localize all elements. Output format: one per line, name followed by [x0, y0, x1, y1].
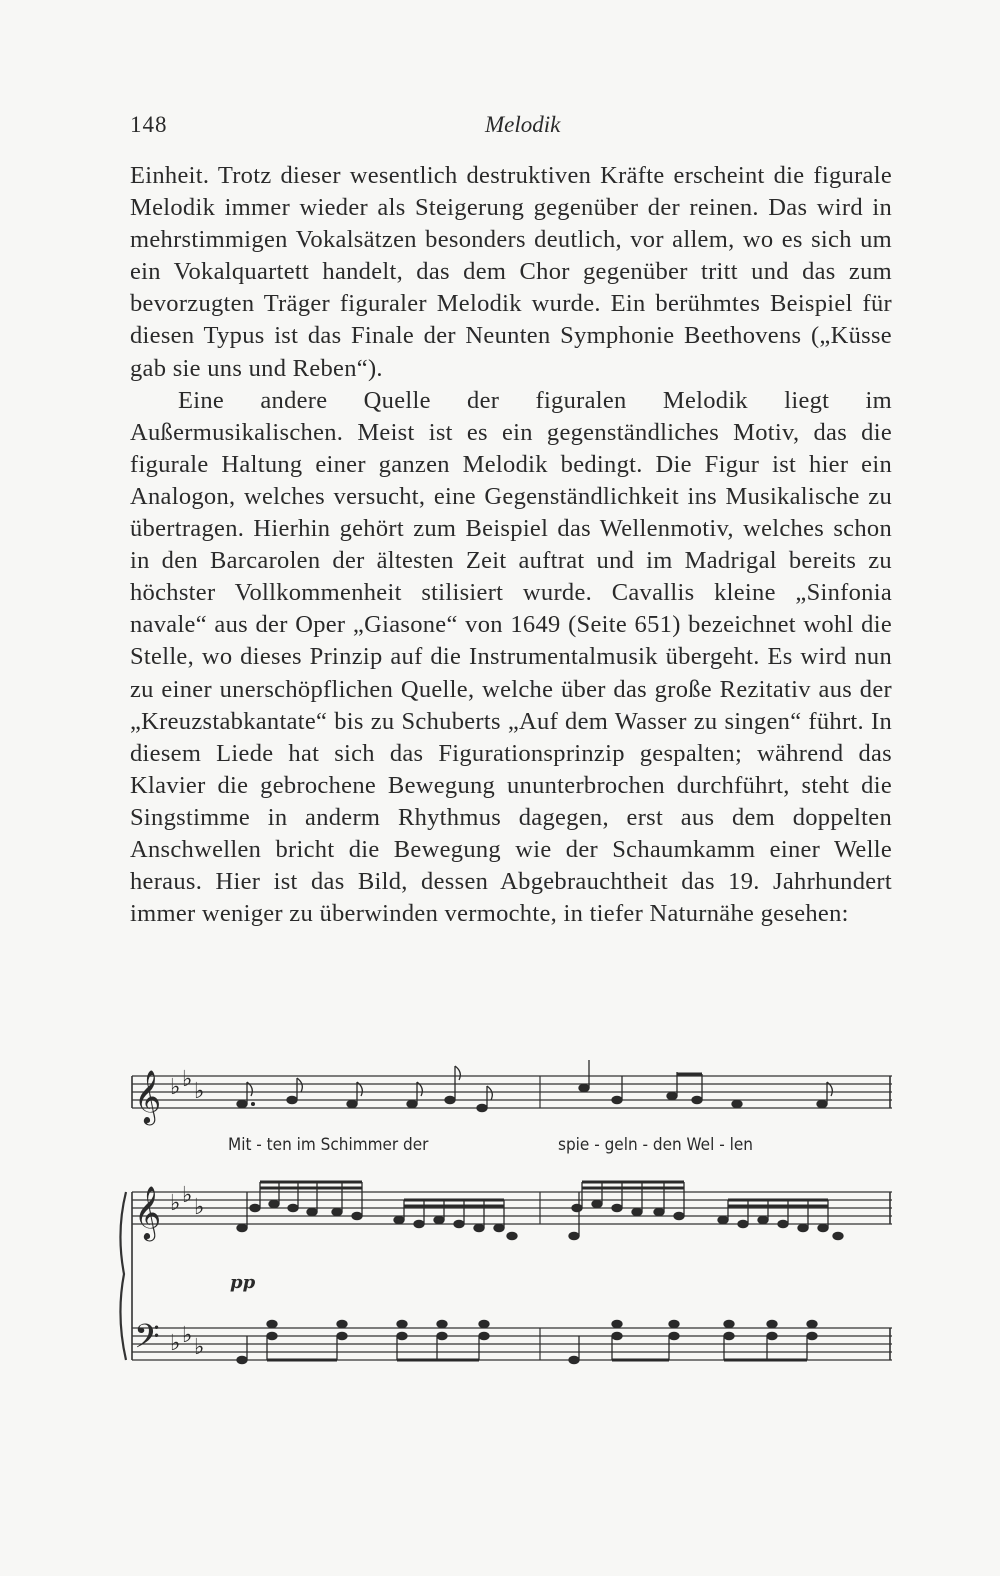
flat-icon: ♭ [182, 1183, 193, 1208]
flat-icon: ♭ [194, 1079, 205, 1104]
lyrics-measure-1: Mit - ten im Schimmer der [228, 1135, 429, 1155]
paragraph-1: Einheit. Trotz dieser wesentlich destruktiven Kräfte erscheint die figurale Melodik immer wieder als Steigerung gegenüber der reinen. Das wird in mehrstimmigen Vokalsätzen besonders deutlich, vor allem, wo es sich um ein Vokalquartett handelt, das dem Chor gegenüber tritt und das zum bevorzugten Träger figuraler Melodik wurde. Ein berühmtes Beispiel für diesen Typus ist das Finale der Neunten Symphonie Beethovens („Küsse gab sie uns und Reben“). [130, 162, 892, 382]
grand-staff-brace [120, 1192, 126, 1360]
page-number: 148 [130, 112, 168, 137]
bass-clef-icon: 𝄢 [134, 1318, 160, 1364]
dynamic-marking: pp [230, 1272, 256, 1293]
treble-clef-icon: 𝄞 [134, 1069, 162, 1123]
music-example [112, 1052, 912, 1382]
music-score-svg [112, 1052, 912, 1382]
body-text [130, 160, 892, 930]
treble-clef-icon: 𝄞 [134, 1185, 162, 1239]
flat-icon: ♭ [170, 1331, 181, 1356]
piano-lh-notes [237, 1320, 817, 1363]
piano-treble-staff [132, 1192, 892, 1224]
flat-icon: ♭ [170, 1075, 181, 1100]
paragraph-2: Eine andere Quelle der figuralen Melodik liegt im Außermusikalischen. Meist ist es ein gegenständliches Motiv, das die figurale Haltung einer ganzen Melodik bedingt. Die Figur ist hier ein Analogon, welches versucht, eine Gegenständlichkeit ins Musikalische zu übertragen. Hierhin gehört zum Beispiel das Wellenmotiv, welches schon in den Barcarolen der ältesten Zeit auftrat und im Madrigal bereits zu höchster Vollkommenheit stilisiert wurde. Cavallis kleine „Sinfonia navale“ aus der Oper „Giasone“ von 1649 (Seite 651) bezeichnet wohl die Stelle, wo dieses Prinzip auf die Instrumentalmusik übergeht. Es wird nun zu einer unerschöpflichen Quelle, welche über das große Rezitativ aus der „Kreuzstabkantate“ bis zu Schuberts „Auf dem Wasser zu singen“ führt. In diesem Liede hat sich das Figurationsprinzip gespalten; während das Klavier die gebrochene Bewegung ununterbrochen durchführt, steht die Singstimme in anderm Rhythmus dagegen, erst aus dem doppelten Anschwellen bricht die Bewegung wie der Schaumkamm einer Welle heraus. Hier ist das Bild, dessen Abgebrauchtheit das 19. Jahrhundert immer weniger zu überwinden vermochte, in tiefer Naturnähe gesehen: [130, 386, 892, 928]
flat-icon: ♭ [182, 1323, 193, 1348]
page-header [130, 112, 890, 144]
flat-icon: ♭ [182, 1067, 193, 1092]
running-title: Melodik [485, 112, 561, 137]
flat-icon: ♭ [170, 1191, 181, 1216]
voice-notes [237, 1060, 832, 1112]
piano-bass-staff [132, 1328, 892, 1360]
lyrics-measure-2: spie - geln - den Wel - len [558, 1135, 753, 1155]
flat-icon: ♭ [194, 1335, 205, 1360]
flat-icon: ♭ [194, 1195, 205, 1220]
